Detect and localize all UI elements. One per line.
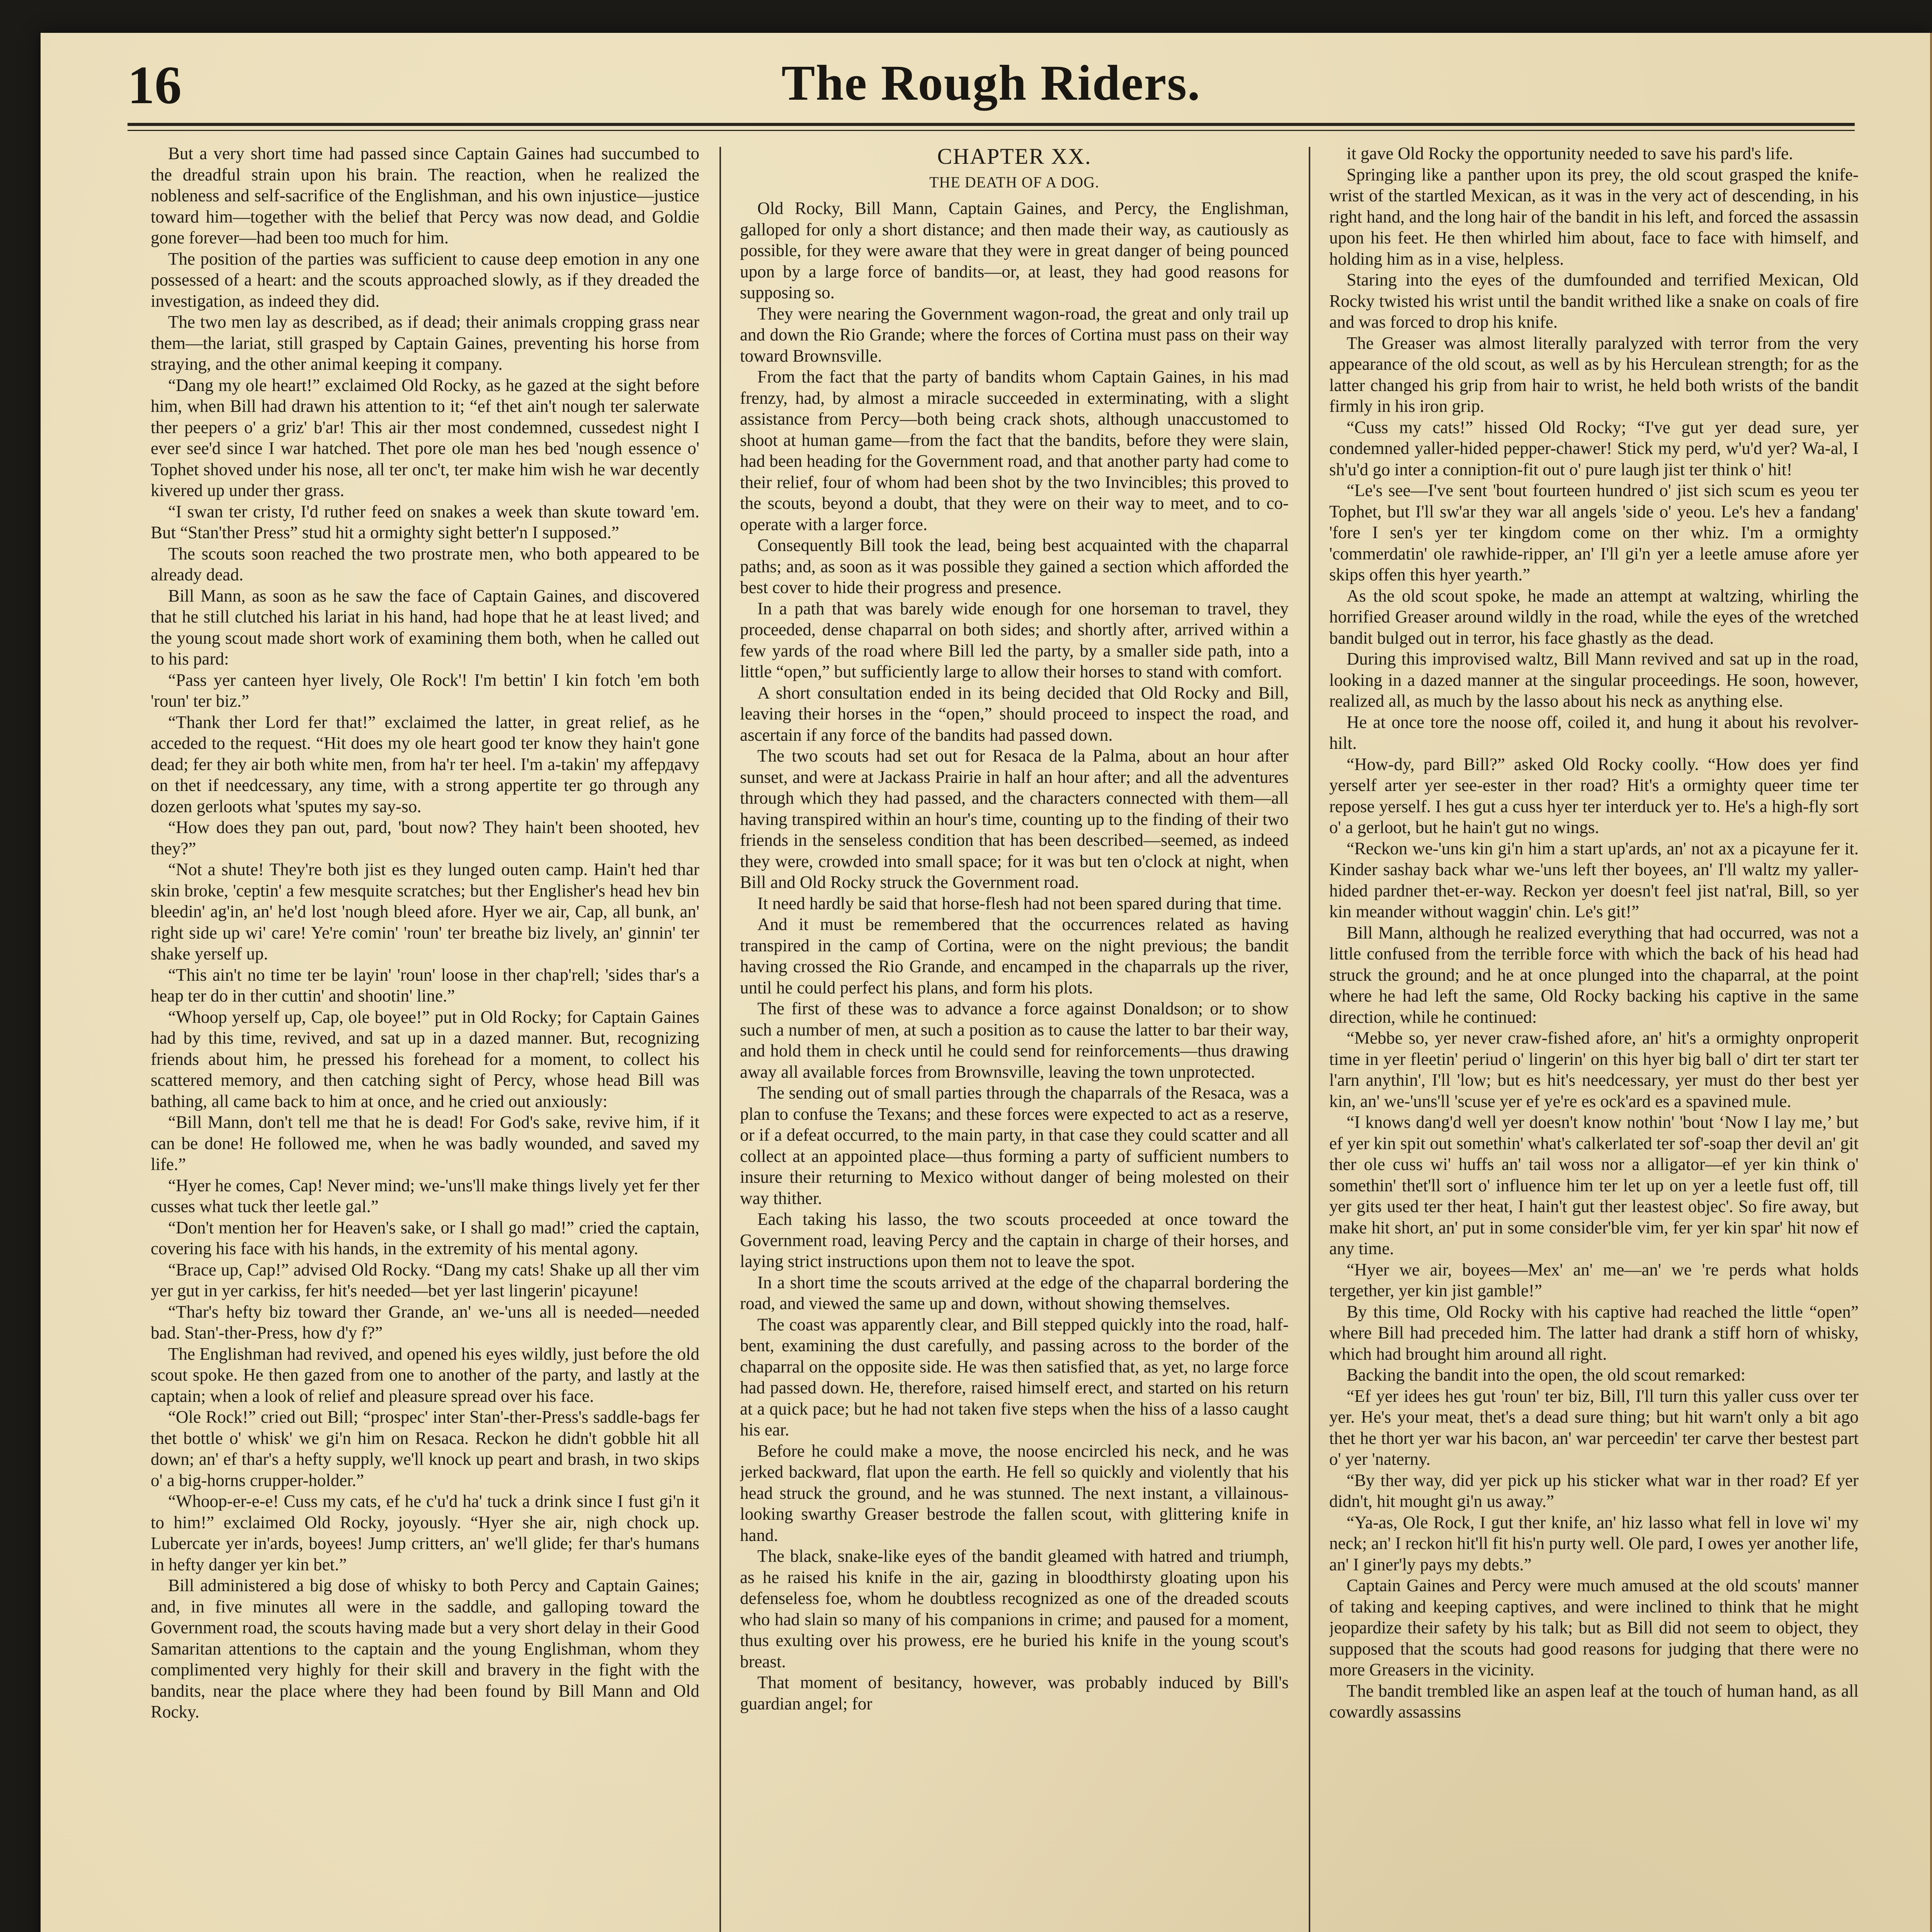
paragraph: “Whoop yerself up, Cap, ole boyee!” put in Old Rocky; for Captain Gaines had by this time, revived, and sat up in a dazed manner. But, recognizing friends about him, he pressed his forehead for a moment, to collect his scattered memory, and then catching sight of Percy, whose head Bill was bathing, all came back to him at once, and he cried out anxiously: <box>151 1007 699 1111</box>
paragraph: During this improvised waltz, Bill Mann revived and sat up in the road, looking in a dazed manner at the singular proceedings. He soon, however, realized all, as much by the lasso about his neck as anything else. <box>1329 649 1859 711</box>
paragraph: The black, snake-like eyes of the bandit gleamed with hatred and triumph, as he raised his knife in the air, gazing in bloodthirsty gloating upon his defenseless foe, whom he doubtless recognized as one of the dreaded scouts who had slain so many of his companions in crime; and paused for a moment, thus exulting over his prowess, ere he buried his knife in the young scout's breast. <box>740 1546 1289 1671</box>
paragraph: “Not a shute! They're both jist es they lunged outen camp. Hain't hed thar skin broke, 'ceptin' a few mesquite scratches; but ther Englisher's head hev bin bleedin' ag'in, an' he'd lost 'nough bleed afore. Hyer we air, Cap, all bunk, an' right side up wi' care! Ye're comin' 'roun' ter breathe biz lively, an' ginnin' ter shake yerself up. <box>151 860 699 963</box>
text-column-3 <box>1329 143 1859 1932</box>
paragraph: Old Rocky, Bill Mann, Captain Gaines, and Percy, the Englishman, galloped for only a short distance; and then made their way, as cautiously as possible, for they were aware that they were in great danger of being pounced upon by a large force of bandits—or, at least, they had good reasons for supposing so. <box>740 199 1289 302</box>
column-divider <box>1309 147 1310 1932</box>
paragraph: Backing the bandit into the open, the old scout remarked: <box>1347 1365 1746 1384</box>
paragraph: Springing like a panther upon its prey, the old scout grasped the knife-wrist of the startled Mexican, as it was in the very act of descending, in his right hand, and the long hair of the bandit in his left, and forced the assassin upon his feet. He then whirled him about, face to face with himself, and holding him as in a vise, helpless. <box>1329 165 1859 269</box>
paragraph: Staring into the eyes of the dumfounded and terrified Mexican, Old Rocky twisted his wrist until the bandit writhed like a snake on coals of fire and was forced to drop his knife. <box>1329 270 1859 332</box>
paragraph: “Hyer he comes, Cap! Never mind; we-'uns'll make things lively yet fer ther cusses what tuck ther leetle gal.” <box>151 1175 699 1216</box>
paragraph: “How-dy, pard Bill?” asked Old Rocky coolly. “How does yer find yerself arter yer see-ester in ther road? Hit's a ormighty queer time ter repose yerself. I hes gut a cuss hyer ter interduck yer to. He's a high-fly sort o' a gerloot, but he hain't gut no wings. <box>1329 754 1859 837</box>
paragraph: Consequently Bill took the lead, being best acquainted with the chaparral paths; and, as soon as it was possible they gained a section which afforded the best cover to hide their progress and presence. <box>740 536 1289 597</box>
paragraph: “How does they pan out, pard, 'bout now? They hain't been shooted, hev they?” <box>151 818 699 858</box>
paragraph: Before he could make a move, the noose encircled his neck, and he was jerked backward, flat upon the earth. He fell so quickly and violently that his head struck the ground, and he was stunned. The next instant, a villainous-looking swarthy Greaser bestrode the fallen scout, with glittering knife in hand. <box>740 1441 1289 1545</box>
paragraph: “Dang my ole heart!” exclaimed Old Rocky, as he gazed at the sight before him, when Bill had drawn his attention to it; “ef thet ain't nough ter salerwate ther peepers o' a griz' b'ar! This air ther most condemned, cussedest night I ever see'd since I war hatched. Thet pore ole man hes bed 'nough essence o' Tophet shoved under his nose, all ter onc't, ter make him wish he war decently kivered up under ther grass. <box>151 375 699 500</box>
paragraph: “Cuss my cats!” hissed Old Rocky; “I've gut yer dead sure, yer condemned yaller-hided pepper-chawer! Stick my perd, w'u'd yer? Wa-al, I sh'u'd go inter a conniption-fit out o' pure laugh jist ter think o' hit! <box>1329 417 1859 479</box>
paragraph: The two men lay as described, as if dead; their animals cropping grass near them—the lariat, still grasped by Captain Gaines, preventing his horse from straying, and the other animal keeping it company. <box>151 312 699 374</box>
paragraph: “Reckon we-'uns kin gi'n him a start up'ards, an' not ax a picayune fer it. Kinder sashay back whar we-'uns left ther boyees, an' I'll waltz my yaller-hided pardner thet-er-way. Reckon yer doesn't feel jist nat'ral, Bill, so yer kin meander without waggin' chin. Le's git!” <box>1329 838 1859 921</box>
paragraph: They were nearing the Government wagon-road, the great and only trail up and down the Rio Grande; where the forces of Cortina must pass on their way toward Brownsville. <box>740 304 1289 366</box>
paragraph: The bandit trembled like an aspen leaf at the touch of human hand, as all cowardly assassins <box>1329 1681 1859 1721</box>
paragraph: In a short time the scouts arrived at the edge of the chaparral bordering the road, and viewed the same up and down, without showing themselves. <box>740 1272 1289 1313</box>
paragraph: “Ya-as, Ole Rock, I gut ther knife, an' hiz lasso what fell in love wi' my neck; an' I reckon hit'll fit his'n purty well. Ole pard, I owes yer another life, an' I giner'ly pays my debts.” <box>1329 1512 1859 1574</box>
column-divider <box>719 147 721 1932</box>
paragraph: It need hardly be said that horse-flesh had not been spared during that time. <box>757 893 1282 913</box>
paragraph: “Thar's hefty biz toward ther Grande, an' we-'uns all is needed—needed bad. Stan'-ther-Press, how d'y f?” <box>151 1302 699 1342</box>
paragraph: The scouts soon reached the two prostrate men, who both appeared to be already dead. <box>151 544 699 584</box>
paragraph: Each taking his lasso, the two scouts proceeded at once toward the Government road, leaving Percy and the captain in charge of their horses, and laying strict instructions upon them not to leave the spot. <box>740 1209 1289 1271</box>
paragraph: it gave Old Rocky the opportunity needed to save his pard's life. <box>1347 144 1793 163</box>
text-column-2 <box>740 143 1289 1932</box>
paragraph: Bill administered a big dose of whisky to both Percy and Captain Gaines; and, in five minutes all were in the saddle, and galloping toward the Government road, the scouts having made but a very short delay in their Good Samaritan attentions to the captain and the young Englishman, whom they complimented very highly for their skill and bravery in the fight with the bandits, near the place where they had been found by Bill Mann and Old Rocky. <box>151 1576 699 1721</box>
paragraph: The two scouts had set out for Resaca de la Palma, about an hour after sunset, and were at Jackass Prairie in half an hour after; and all the adventures through which they had passed, and the characters connected with them—all having transpired within an hour's time, counting up to the finding of their two friends in the senseless condition that has been described—seemed, as indeed they were, crowded into small space; for it was but ten o'clock at night, when Bill and Old Rocky struck the Government road. <box>740 746 1289 892</box>
paragraph: “This ain't no time ter be layin' 'roun' loose in ther chap'rell; 'sides thar's a heap ter do in ther cuttin' and shootin' line.” <box>151 965 699 1005</box>
paragraph: Bill Mann, although he realized everything that had occurred, was not a little confused from the terrible force with which the back of his head had struck the ground; and he at once plunged into the chaparral, at the point where he had left the same, Old Rocky backing his captive in the same direction, while he continued: <box>1329 923 1859 1027</box>
paragraph: As the old scout spoke, he made an attempt at waltzing, whirling the horrified Greaser around wildly in the road, while the eyes of the wretched bandit bulged out in terror, his face ghastly as the dead. <box>1329 586 1859 648</box>
paragraph: “Whoop-er-e-e! Cuss my cats, ef he c'u'd ha' tuck a drink since I fust gi'n it to him!” exclaimed Old Rocky, joyously. “Hyer she air, nigh chock up. Lubercate yer in'ards, boyees! Jump critters, an' we'll glide; fer thar's humans in hefty danger yer kin bet.” <box>151 1492 699 1574</box>
paragraph: The coast was apparently clear, and Bill stepped quickly into the road, half-bent, examining the dust carefully, and passing across to the border of the chaparral on the opposite side. He was then satisfied that, as yet, no large force had passed down. He, therefore, raised himself erect, and started on his return at a quick pace; but he had not taken five steps when the hiss of a lasso caught his ear. <box>740 1315 1289 1439</box>
paragraph: Captain Gaines and Percy were much amused at the old scouts' manner of taking and keeping captives, and were inclined to think that he might jeopardize their safety by his talk; but as Bill did not seem to object, they supposed that the scouts had good reasons for judging that there were no more Greasers in the vicinity. <box>1329 1576 1859 1679</box>
paragraph: The Greaser was almost literally paralyzed with terror from the very appearance of the old scout, as well as by his Herculean strength; for as the latter changed his grip from hair to wrist, he held both wrists of the bandit firmly in his iron grip. <box>1329 333 1859 416</box>
page-number: 16 <box>128 55 182 115</box>
paragraph: “By ther way, did yer pick up his sticker what war in ther road? Ef yer didn't, hit mought gi'n us away.” <box>1329 1470 1859 1511</box>
paragraph: A short consultation ended in its being decided that Old Rocky and Bill, leaving their horses in the “open,” should proceed to inspect the road, and ascertain if any force of the bandits had passed down. <box>740 683 1289 745</box>
paragraph: “Hyer we air, boyees—Mex' an' me—an' we 're perds what holds tergether, yer kin jist gamble!” <box>1329 1260 1859 1300</box>
paragraph: “I knows dang'd well yer doesn't know nothin' 'bout ‘Now I lay me,’ but ef yer kin spit out somethin' what's calkerlated ter sof'-soap ther devil an' git ther ole cuss wi' huffs an' tail woss nor a alligator—ef yer kin think o' somethin' thet'll sort o' influence him ter let up on yer a leetle fust off, till yer gits used ter ther heat, I hain't gut ther leastest objec'. So fire away, but make hit short, an' put in some consider'ble vim, fer yer kin spar' hit now ef any time. <box>1329 1112 1859 1258</box>
paragraph: The position of the parties was sufficient to cause deep emotion in any one possessed of a heart: and the scouts approached slowly, as if they dreaded the investigation, as indeed they did. <box>151 249 699 311</box>
paragraph: In a path that was barely wide enough for one horseman to travel, they proceeded, dense chaparral on both sides; and shortly after, arrived within a few yards of the road where Bill led the party, by a smaller side path, into a little “open,” but sufficiently large to allow their horses to stand with comfort. <box>740 599 1289 681</box>
paragraph: The Englishman had revived, and opened his eyes wildly, just before the old scout spoke. He then gazed from one to another of the party, and lastly at the captain; when a look of relief and pleasure spread over his face. <box>151 1344 699 1406</box>
header-rule <box>128 123 1855 126</box>
paragraph: But a very short time had passed since Captain Gaines had succumbed to the dreadful strain upon his brain. The reaction, when he realized the nobleness and self-sacrifice of the Englishman, and his own injustice—justice toward him—together with the belief that Percy was now dead, and Goldie gone forever—had been too much for him. <box>151 144 699 247</box>
paragraph: “Don't mention her for Heaven's sake, or I shall go mad!” cried the captain, covering his face with his hands, in the extremity of his mental agony. <box>151 1218 699 1258</box>
paragraph: From the fact that the party of bandits whom Captain Gaines, in his mad frenzy, had, by almost a miracle succeeded in exterminating, with a slight assistance from Percy—both being crack shots, although unaccustomed to shoot at human game—from the fact that the bandits, before they were slain, had been heading for the Government road, and that another party had come to their relief, four of whom had been shot by the two Invincibles; this proved to the scouts, beyond a doubt, that they were on their way to meet, and to co-operate with a larger force. <box>740 367 1289 534</box>
paragraph: “Mebbe so, yer never craw-fished afore, an' hit's a ormighty onproperit time in yer fleetin' periud o' lingerin' on this hyer big ball o' dirt ter start ter l'arn anythin', I'll 'low; but es hit's needcessary, yer must do ther best yer kin, an' we-'uns'll 'scuse yer ef ye're es ock'ard es a spavined mule. <box>1329 1028 1859 1111</box>
paragraph: That moment of besitancy, however, was probably induced by Bill's guardian angel; for <box>740 1673 1289 1713</box>
paragraph: The sending out of small parties through the chaparrals of the Resaca, was a plan to confuse the Texans; and these forces were expected to act as a reserve, or if a defeat occurred, to the main party, in that case they could scatter and all collect at an appointed place—thus forming a party of sufficient numbers to insure their returning to Mexico without danger of being molested on their way thither. <box>740 1083 1289 1208</box>
paragraph: “Ef yer idees hes gut 'roun' ter biz, Bill, I'll turn this yaller cuss over ter yer. He's your meat, thet's a dead sure thing; but hit warn't only a bit ago thet he thort yer war his bacon, an' war perceedin' ter carve ther bestest part o' yer 'naterny. <box>1329 1386 1859 1469</box>
paragraph: “Bill Mann, don't tell me that he is dead! For God's sake, revive him, if it can be done! He followed me, when he was badly wounded, and saved my life.” <box>151 1112 699 1174</box>
chapter-heading: CHAPTER XX. <box>937 144 1092 169</box>
paragraph: “Ole Rock!” cried out Bill; “prospec' inter Stan'-ther-Press's saddle-bags fer thet bottle o' whisk' we gi'n him on Resaca. Reckon he didn't gobble hit all down; an' ef thar's a hefty supply, we'll knock up peart and brash, in two skips o' a big-horns crupper-holder.” <box>151 1407 699 1490</box>
text-column-1 <box>151 143 699 1932</box>
paragraph: The first of these was to advance a force against Donaldson; or to show such a number of men, at such a position as to cause the latter to bar their way, and hold them in check until he could send for reinforcements—thus drawing away all available forces from Brownsville, leaving the town unprotected. <box>740 999 1289 1082</box>
paragraph: “Thank ther Lord fer that!” exclaimed the latter, in great relief, as he acceded to the request. “Hit does my ole heart good ter know they hain't gone dead; fer they air both white men, from ha'r ter heel. I'm a-takin' my affердavy on thet if needcessary, any time, with a strong appertite ter go through any dozen gerloots what 'sputes my say-so. <box>151 712 699 816</box>
paragraph: And it must be remembered that the occurrences related as having transpired in the camp of Cortina, were on the night previous; the bandit having crossed the Rio Grande, and encamped in the chaparrals up the river, until he could perfect his plans, and form his plots. <box>740 915 1289 997</box>
paragraph: “Brace up, Cap!” advised Old Rocky. “Dang my cats! Shake up all ther vim yer gut in yer carkiss, fer hit's needed—bet yer last lingerin' picayune! <box>151 1260 699 1300</box>
paragraph: Bill Mann, as soon as he saw the face of Captain Gaines, and discovered that he still clutched his lariat in his hand, had hope that he at least lived; and the young scout made short work of examining them both, when he called out to his pard: <box>151 586 699 668</box>
magazine-title: The Rough Riders. <box>781 55 1201 111</box>
next-page-edge <box>1930 33 1932 1932</box>
paragraph: By this time, Old Rocky with his captive had reached the little “open” where Bill had preceded him. The latter had drank a stiff horn of whisky, which had brought him around all right. <box>1329 1302 1859 1364</box>
paragraph: “Le's see—I've sent 'bout fourteen hundred o' jist sich scum es yeou ter Tophet, but I'll sw'ar they war all angels 'side o' yeou. Le's hev a fandang' 'fore I sen's yer ter kingdom come on ther whiz. I'm a ormighty 'commerdatin' ole rawhide-ripper, an' I'll gi'n yer a leetle amuse afore yer skips offen this hyer yearth.” <box>1329 481 1859 584</box>
paragraph: “I swan ter cristy, I'd ruther feed on snakes a week than skute toward 'em. But “Stan'ther Press” stud hit a ormighty sight better'n I supposed.” <box>151 502 699 542</box>
chapter-subtitle: THE DEATH OF A DOG. <box>929 173 1100 191</box>
header-rule-thin <box>128 130 1855 131</box>
paragraph: He at once tore the noose off, coiled it, and hung it about his revolver-hilt. <box>1329 712 1859 753</box>
paragraph: “Pass yer canteen hyer lively, Ole Rock'! I'm bettin' I kin fotch 'em both 'roun' ter biz.” <box>151 670 699 711</box>
page-header <box>128 54 1855 124</box>
